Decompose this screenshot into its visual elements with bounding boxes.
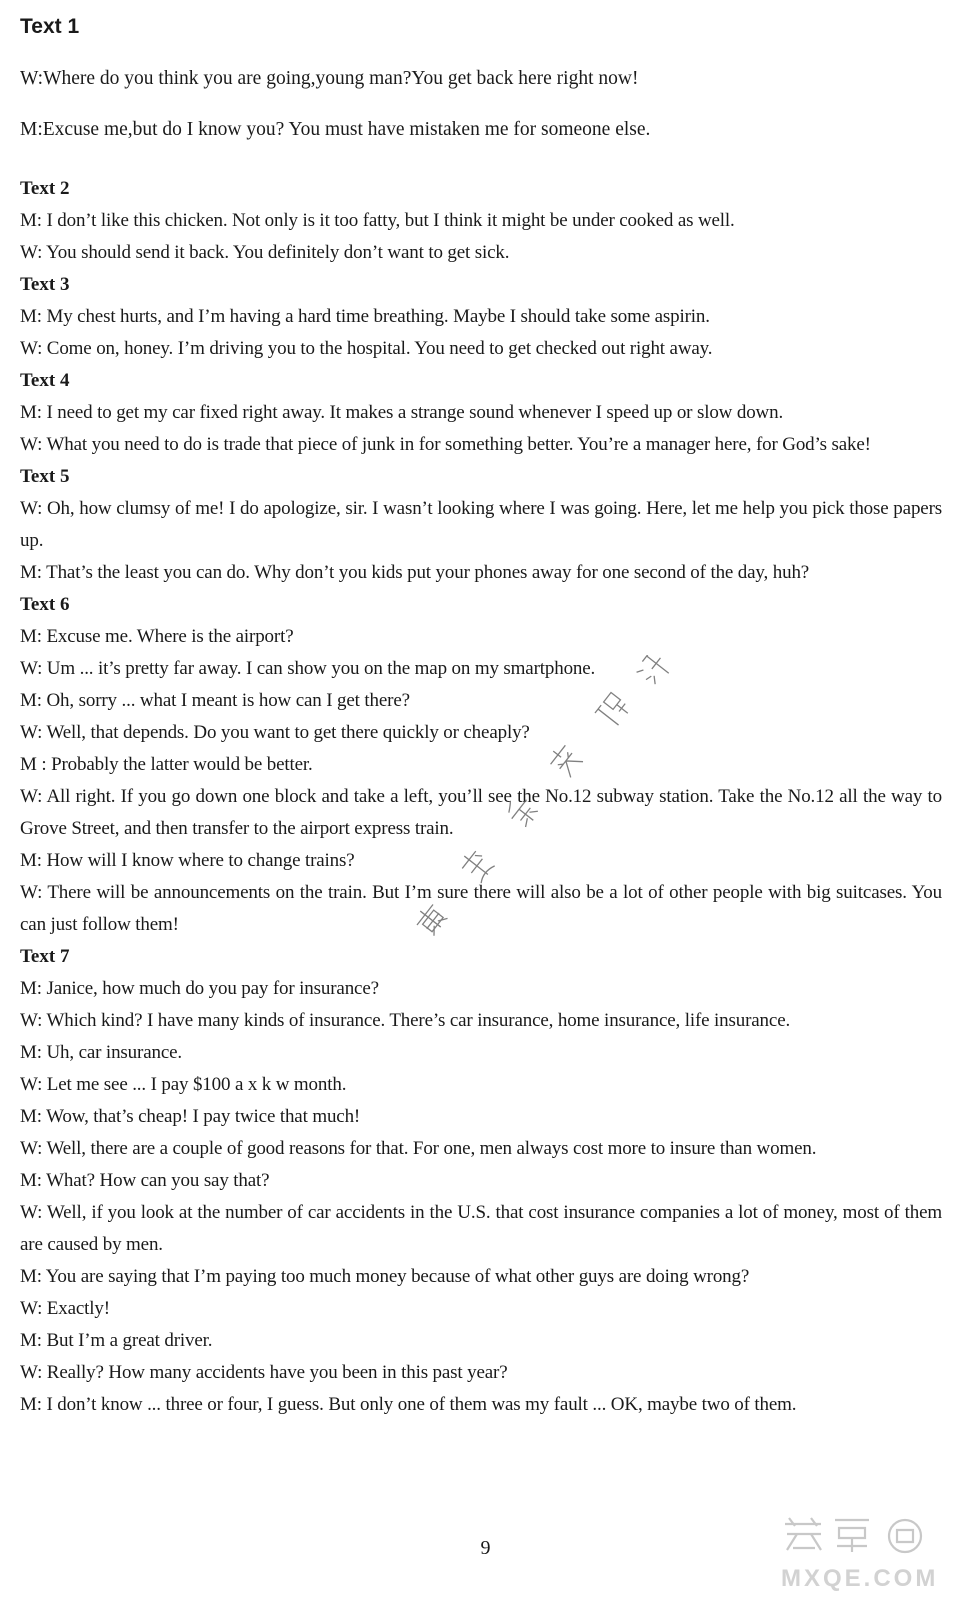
logo-text: 答案圈 — [777, 1514, 780, 1515]
dialog-line: M : Probably the latter would be better. — [20, 754, 313, 775]
dialog-line: W: You should send it back. You definitely don’t want to get sick. — [20, 242, 510, 263]
dialog-line: M: But I’m a great driver. — [20, 1330, 213, 1351]
dialog-line: M: I need to get my car fixed right away. It makes a strange sound whenever I speed up or slow down. — [20, 402, 784, 423]
section-title-text-4: Text 4 — [20, 370, 70, 391]
dialog-line: W: Which kind? I have many kinds of insurance. There’s car insurance, home insurance, life insurance. — [20, 1010, 791, 1031]
dialog-line: M: My chest hurts, and I’m having a hard time breathing. Maybe I should take some aspirin. — [20, 306, 710, 327]
dialog-line: M: How will I know where to change trains? — [20, 850, 355, 871]
section-title-text-3: Text 3 — [20, 274, 70, 295]
dialog-line: W: Exactly! — [20, 1298, 110, 1319]
dialog-line: M: Uh, car insurance. — [20, 1042, 182, 1063]
dialog-line: M: Janice, how much do you pay for insurance? — [20, 978, 379, 999]
section-title-text-7: Text 7 — [20, 946, 70, 967]
dialog-line: M: I don’t know ... three or four, I guess. But only one of them was my fault ... OK, maybe two of them. — [20, 1394, 797, 1415]
dialog-line: M: Wow, that’s cheap! I pay twice that much! — [20, 1106, 361, 1127]
dialog-line: W: All right. If you go down one block and take a left, you’ll see the No.12 subway station. Take the No.12 all the way to Grove Street, and then transfer to the airport express train. — [20, 786, 942, 839]
dialog-line: M: What? How can you say that? — [20, 1170, 270, 1191]
dialog-line: W: What you need to do is trade that piece of junk in for something better. You’re a manager here, for God’s sake! — [20, 434, 871, 455]
dialog-line: M: That’s the least you can do. Why don’t you kids put your phones away for one second of the day, huh? — [20, 562, 810, 583]
dialog-line: M: You are saying that I’m paying too much money because of what other guys are doing wrong? — [20, 1266, 750, 1287]
dialog-line: W: Come on, honey. I’m driving you to the hospital. You need to get checked out right away. — [20, 338, 713, 359]
dialog-line: M: Excuse me. Where is the airport? — [20, 626, 294, 647]
dialog-line: W: Let me see ... I pay $100 a x k w month. — [20, 1074, 347, 1095]
dialog-body — [20, 173, 942, 1421]
dialog-line: W:Where do you think you are going,young man?You get back here right now! — [20, 68, 639, 89]
dialog-line: W: Um ... it’s pretty far away. I can show you on the map on my smartphone. — [20, 658, 596, 679]
dialog-line: W: There will be announcements on the train. But I’m sure there will also be a lot of other people with big suitcases. You can just follow them! — [20, 882, 942, 935]
dialog-line: W: Well, that depends. Do you want to get there quickly or cheaply? — [20, 722, 530, 743]
dialog-line: W: Oh, how clumsy of me! I do apologize, sir. I wasn’t looking where I was going. Here, let me help you pick those papers up. — [20, 498, 942, 551]
dialog-line: W: Well, if you look at the number of car accidents in the U.S. that cost insurance companies a lot of money, most of them are caused by men. — [20, 1202, 942, 1255]
dialog-line: W: Well, there are a couple of good reasons for that. For one, men always cost more to insure than women. — [20, 1138, 817, 1159]
section-title-text-5: Text 5 — [20, 466, 70, 487]
dialog-line: M:Excuse me,but do I know you? You must have mistaken me for someone else. — [20, 119, 651, 140]
dialog-line: M: I don’t like this chicken. Not only is it too fatty, but I think it might be under cooked as well. — [20, 210, 735, 231]
logo-url-text: MXQE.COM — [781, 1565, 939, 1592]
watermark-text: 黑龙江考试资讯 — [409, 655, 416, 656]
section-title-text-1: Text 1 — [20, 15, 80, 38]
dialog-line: W: Really? How many accidents have you been in this past year? — [20, 1362, 508, 1383]
section-title-text-2: Text 2 — [20, 178, 70, 199]
page-number: 9 — [480, 1537, 491, 1559]
section-title-text-6: Text 6 — [20, 594, 70, 615]
dialog-line: M: Oh, sorry ... what I meant is how can I get there? — [20, 690, 410, 711]
